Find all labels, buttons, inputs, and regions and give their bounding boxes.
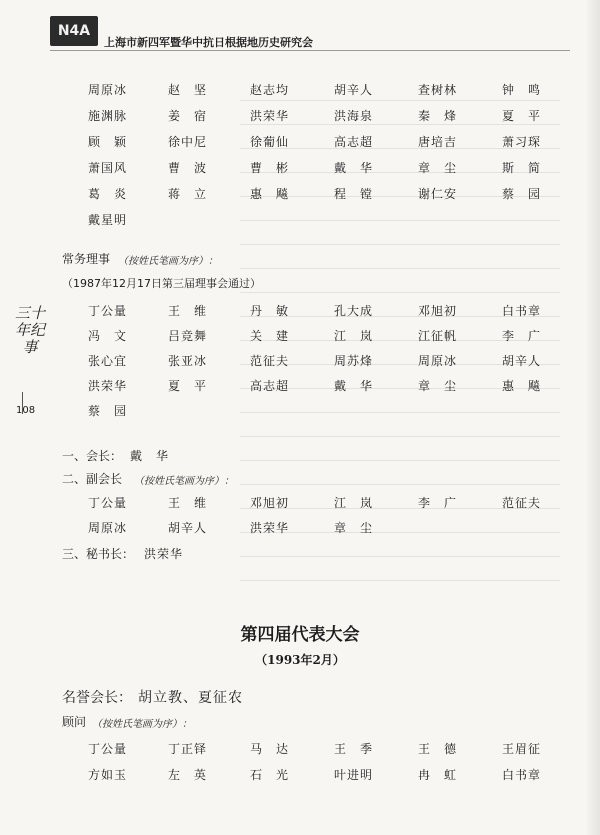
name-cell: 张亚冰 bbox=[168, 354, 208, 368]
advisor-note: （按姓氏笔画为序）： bbox=[92, 719, 192, 730]
name-cell: 白书章 bbox=[502, 768, 542, 782]
standing-title: 常务理事 bbox=[62, 252, 111, 266]
name-cell: 周苏烽 bbox=[334, 354, 374, 368]
page-edge-shadow bbox=[585, 0, 600, 835]
name-cell: 萧国风 bbox=[88, 161, 128, 175]
name-cell: 夏 平 bbox=[502, 109, 542, 123]
name-cell: 王眉征 bbox=[502, 742, 542, 756]
honorary-label: 名誉会长： bbox=[62, 690, 132, 706]
name-cell: 周原冰 bbox=[88, 521, 128, 535]
name-cell: 邓旭初 bbox=[418, 304, 458, 318]
name-cell: 蒋 立 bbox=[168, 187, 208, 201]
name-cell: 范征夫 bbox=[250, 354, 290, 368]
name-cell: 钟 鸣 bbox=[502, 83, 542, 97]
name-cell: 施渊脉 bbox=[88, 109, 128, 123]
name-cell: 马 达 bbox=[250, 742, 290, 756]
name-cell: 顾 颖 bbox=[88, 135, 128, 149]
name-cell: 邓旭初 bbox=[250, 496, 290, 510]
name-cell: 章 尘 bbox=[418, 379, 458, 393]
vice-president-label: 二、副会长 bbox=[62, 472, 123, 486]
name-cell: 丁公量 bbox=[88, 742, 128, 756]
name-cell: 叶进明 bbox=[334, 768, 374, 782]
name-cell: 萧习琛 bbox=[502, 135, 542, 149]
name-cell: 唐培吉 bbox=[418, 135, 458, 149]
name-cell: 赵志均 bbox=[250, 83, 290, 97]
name-cell: 夏 平 bbox=[168, 379, 208, 393]
name-cell: 斯 简 bbox=[502, 161, 542, 175]
name-cell: 江 岚 bbox=[334, 329, 374, 343]
name-cell: 姜 宿 bbox=[168, 109, 208, 123]
name-cell: 戴 华 bbox=[334, 161, 374, 175]
name-cell: 高志超 bbox=[334, 135, 374, 149]
section-title: 第四届代表大会 bbox=[240, 625, 360, 645]
name-cell: 谢仁安 bbox=[418, 187, 458, 201]
name-cell: 蔡 园 bbox=[502, 187, 542, 201]
name-cell: 冯 文 bbox=[88, 329, 128, 343]
name-cell: 胡辛人 bbox=[168, 521, 208, 535]
name-cell: 张心宜 bbox=[88, 354, 128, 368]
name-cell: 冉 虹 bbox=[418, 768, 458, 782]
name-cell: 方如玉 bbox=[88, 768, 128, 782]
name-cell: 徐葡仙 bbox=[250, 135, 290, 149]
name-cell: 王 德 bbox=[418, 742, 458, 756]
name-cell: 白书章 bbox=[502, 304, 542, 318]
president-label: 一、会长： bbox=[62, 449, 123, 463]
name-cell: 孔大成 bbox=[334, 304, 374, 318]
name-cell: 章 尘 bbox=[418, 161, 458, 175]
name-cell: 丁正铎 bbox=[168, 742, 208, 756]
name-cell: 洪荣华 bbox=[250, 521, 290, 535]
name-cell: 丁公量 bbox=[88, 304, 128, 318]
name-cell: 高志超 bbox=[250, 379, 290, 393]
name-cell: 关 建 bbox=[250, 329, 290, 343]
section-date: （1993年2月） bbox=[255, 653, 345, 667]
name-cell: 葛 炎 bbox=[88, 187, 128, 201]
name-cell: 江 岚 bbox=[334, 496, 374, 510]
name-cell: 胡辛人 bbox=[502, 354, 542, 368]
name-cell: 徐中尼 bbox=[168, 135, 208, 149]
name-cell: 周原冰 bbox=[88, 83, 128, 97]
name-cell: 秦 烽 bbox=[418, 109, 458, 123]
standing-note: （按姓氏笔画为序）： bbox=[118, 256, 218, 267]
president-name: 戴 华 bbox=[130, 449, 170, 463]
name-cell: 王 维 bbox=[168, 304, 208, 318]
name-cell: 赵 坚 bbox=[168, 83, 208, 97]
header-rule bbox=[50, 50, 570, 51]
logo-text: N4A bbox=[57, 23, 91, 39]
name-cell: 章 尘 bbox=[334, 521, 374, 535]
name-cell: 曹 彬 bbox=[250, 161, 290, 175]
name-cell: 蔡 园 bbox=[88, 404, 128, 418]
name-cell: 王 维 bbox=[168, 496, 208, 510]
header-title: 上海市新四军暨华中抗日根据地历史研究会 bbox=[104, 36, 313, 49]
name-cell: 江征帆 bbox=[418, 329, 458, 343]
name-cell: 洪荣华 bbox=[88, 379, 128, 393]
name-cell: 程 镗 bbox=[334, 187, 374, 201]
n4a-logo bbox=[50, 16, 98, 46]
name-cell: 丹 敏 bbox=[250, 304, 290, 318]
name-cell: 范征夫 bbox=[502, 496, 542, 510]
name-cell: 王 季 bbox=[334, 742, 374, 756]
name-cell: 查树林 bbox=[418, 83, 458, 97]
name-cell: 左 英 bbox=[168, 768, 208, 782]
side-calligraphy: 三十年纪事 bbox=[14, 304, 45, 356]
name-cell: 洪荣华 bbox=[250, 109, 290, 123]
name-cell: 李 广 bbox=[418, 496, 458, 510]
page-number: 108 bbox=[16, 405, 36, 416]
name-cell: 戴 华 bbox=[334, 379, 374, 393]
standing-date-line: （1987年12月17日第三届理事会通过） bbox=[62, 277, 261, 290]
name-cell: 洪海泉 bbox=[334, 109, 374, 123]
name-cell: 胡辛人 bbox=[334, 83, 374, 97]
vice-president-note: （按姓氏笔画为序）： bbox=[134, 476, 234, 487]
name-cell: 吕竞舞 bbox=[168, 329, 208, 343]
name-cell: 戴星明 bbox=[88, 213, 128, 227]
name-cell: 石 光 bbox=[250, 768, 290, 782]
name-cell: 周原冰 bbox=[418, 354, 458, 368]
advisor-label: 顾问 bbox=[62, 715, 87, 729]
name-cell: 惠 飚 bbox=[250, 187, 290, 201]
secretary-label: 三、秘书长： bbox=[62, 547, 135, 561]
name-cell: 李 广 bbox=[502, 329, 542, 343]
name-cell: 曹 波 bbox=[168, 161, 208, 175]
secretary-name: 洪荣华 bbox=[144, 547, 184, 561]
name-cell: 丁公量 bbox=[88, 496, 128, 510]
name-cell: 惠 飚 bbox=[502, 379, 542, 393]
honorary-names: 胡立教、夏征农 bbox=[138, 690, 243, 706]
